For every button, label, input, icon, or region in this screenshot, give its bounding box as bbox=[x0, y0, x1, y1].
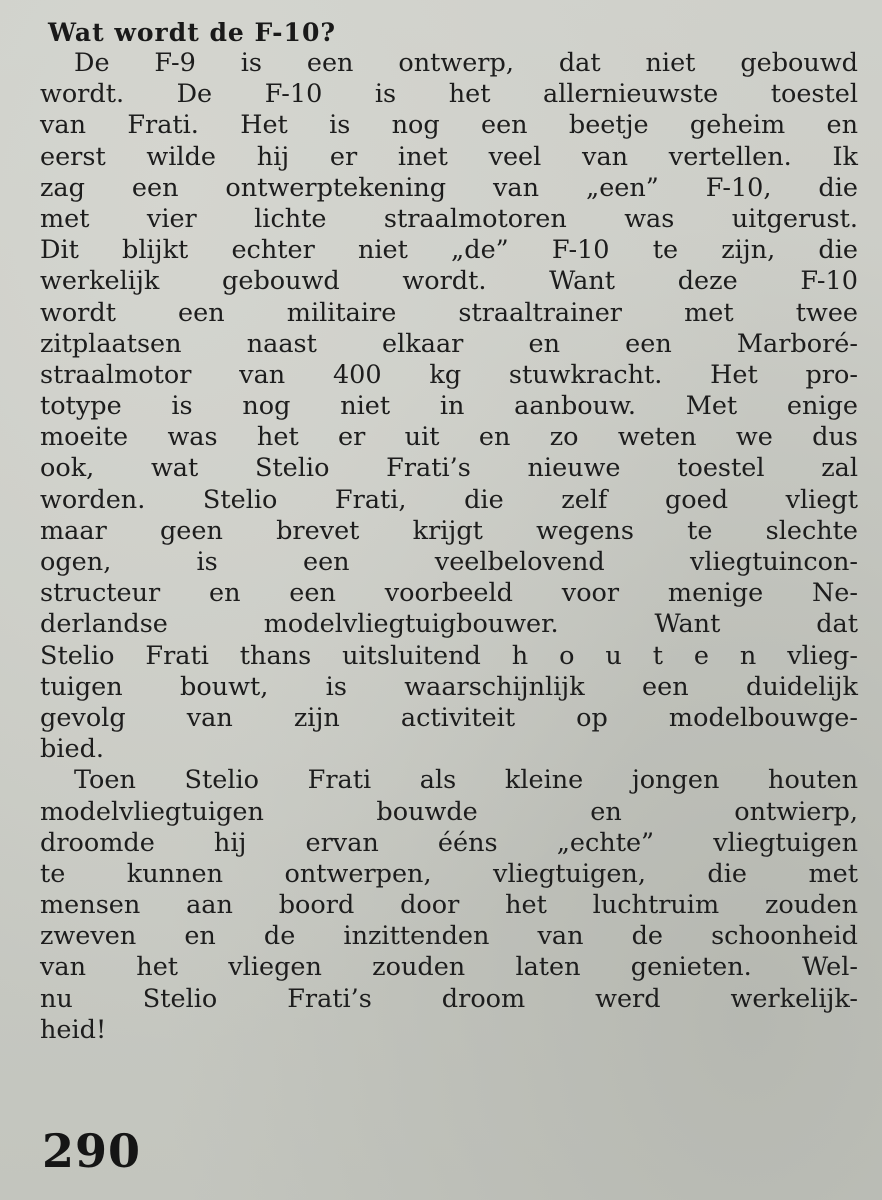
text-line: mensen aan boord door het luchtruim zouden bbox=[40, 890, 858, 921]
text-line: tuigen bouwt, is waarschijnlijk een duidelijk bbox=[40, 671, 858, 702]
text-line: zag een ontwerptekening van „een” F-10, die bbox=[40, 172, 858, 203]
text-line: nu Stelio Frati’s droom werd werkelijk- bbox=[40, 983, 858, 1014]
text-line: worden. Stelio Frati, die zelf goed vliegt bbox=[40, 484, 858, 515]
text-line: van Frati. Het is nog een beetje geheim en bbox=[40, 110, 858, 141]
text-line: structeur en een voorbeeld voor menige Ne- bbox=[40, 578, 858, 609]
text-line: totype is nog niet in aanbouw. Met enige bbox=[40, 391, 858, 422]
text-line: derlandse modelvliegtuigbouwer. Want dat bbox=[40, 609, 858, 640]
text-line: Stelio Frati thans uitsluitend h o u t e n vlieg- bbox=[40, 640, 858, 671]
text-line: ook, wat Stelio Frati’s nieuwe toestel zal bbox=[40, 453, 858, 484]
text-line: straalmotor van 400 kg stuwkracht. Het pro- bbox=[40, 359, 858, 390]
text-line: maar geen brevet krijgt wegens te slechte bbox=[40, 515, 858, 546]
text-line: modelvliegtuigen bouwde en ontwierp, bbox=[40, 796, 858, 827]
text-line: eerst wilde hij er inet veel van vertellen. Ik bbox=[40, 141, 858, 172]
text-line: ogen, is een veelbelovend vliegtuincon- bbox=[40, 547, 858, 577]
text-line: De F-9 is een ontwerp, dat niet gebouwd bbox=[74, 48, 858, 78]
text-line: zitplaatsen naast elkaar en een Marboré- bbox=[40, 328, 858, 359]
text-line: Dit blijkt echter niet „de” F-10 te zijn, die bbox=[40, 235, 858, 266]
text-line: moeite was het er uit en zo weten we dus bbox=[40, 422, 858, 453]
text-line: wordt. De F-10 is het allernieuwste toestel bbox=[40, 79, 858, 110]
text-line: heid! bbox=[40, 1014, 107, 1045]
text-line: droomde hij ervan ééns „echte” vliegtuigen bbox=[40, 827, 858, 858]
article-heading: Wat wordt de F-10? bbox=[48, 18, 336, 47]
page-number: 290 bbox=[42, 1124, 142, 1178]
text-line: met vier lichte straalmotoren was uitgerust. bbox=[40, 203, 858, 234]
text-line: werkelijk gebouwd wordt. Want deze F-10 bbox=[40, 266, 858, 297]
text-line: zweven en de inzittenden van de schoonheid bbox=[40, 921, 858, 952]
text-line: wordt een militaire straaltrainer met twee bbox=[40, 297, 858, 328]
text-line: van het vliegen zouden laten genieten. Wel- bbox=[40, 952, 858, 983]
text-line: gevolg van zijn activiteit op modelbouwge- bbox=[40, 702, 858, 733]
paragraph-2 bbox=[40, 765, 858, 1046]
paragraph-1 bbox=[40, 48, 858, 765]
text-line: te kunnen ontwerpen, vliegtuigen, die met bbox=[40, 858, 858, 889]
text-line: bied. bbox=[40, 734, 104, 765]
text-line: Toen Stelio Frati als kleine jongen houten bbox=[74, 765, 858, 796]
article-body bbox=[40, 48, 858, 1046]
